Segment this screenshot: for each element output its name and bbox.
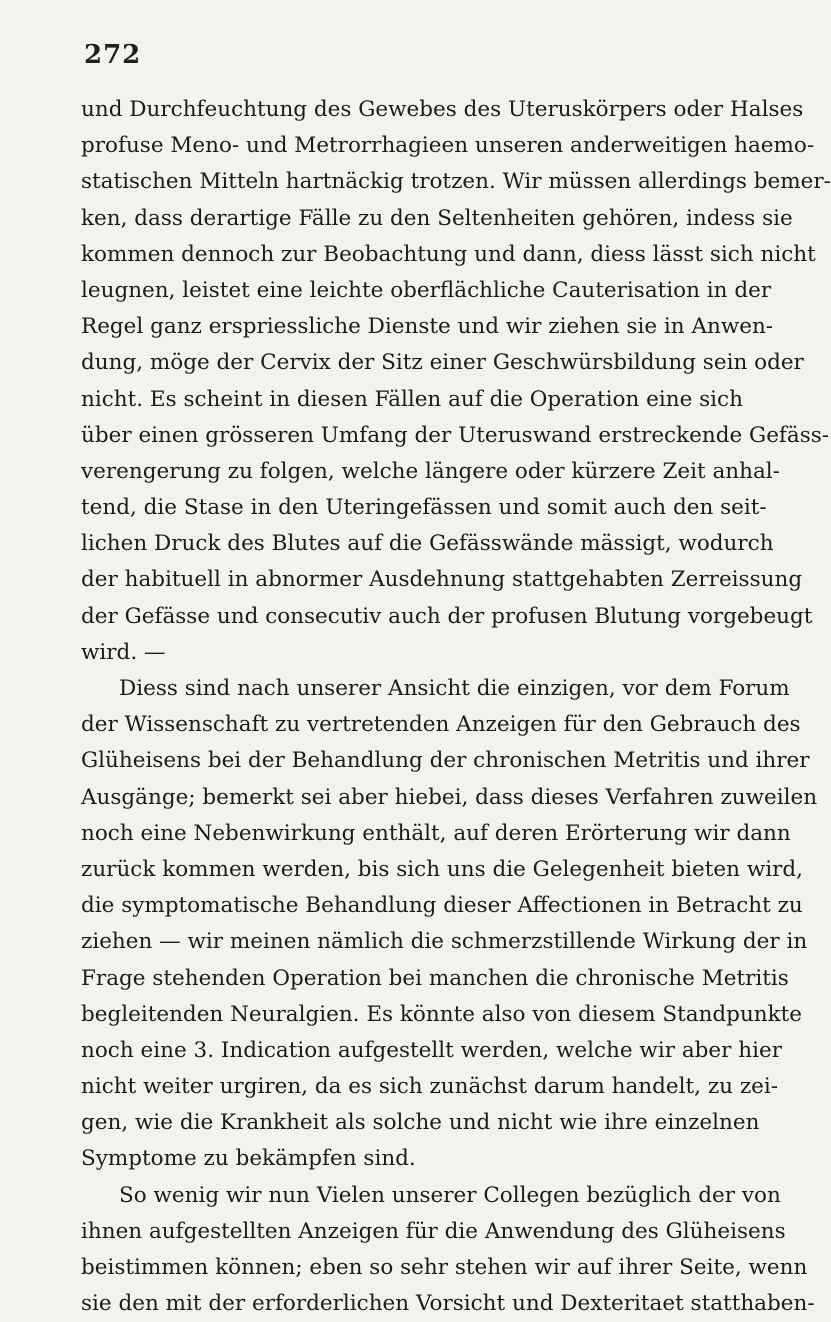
page-number: 272 bbox=[84, 40, 142, 70]
paragraph bbox=[81, 92, 831, 671]
text-line: nicht weiter urgiren, da es sich zunächst darum handelt, zu zei- bbox=[81, 1074, 779, 1100]
text-line: Glüheisens bei der Behandlung der chronischen Metritis und ihrer bbox=[81, 748, 810, 774]
text-line: dung, möge der Cervix der Sitz einer Geschwürsbildung sein oder bbox=[81, 350, 804, 376]
text-line: der Wissenschaft zu vertretenden Anzeigen für den Gebrauch des bbox=[81, 712, 801, 738]
text-line: die symptomatische Behandlung dieser Affectionen in Betracht zu bbox=[81, 893, 803, 919]
text-line: kommen dennoch zur Beobachtung und dann, diess lässt sich nicht bbox=[81, 241, 816, 267]
text-line: leugnen, leistet eine leichte oberflächliche Cauterisation in der bbox=[81, 277, 772, 303]
text-line: der Gefässe und consecutiv auch der profusen Blutung vorgebeugt bbox=[81, 603, 813, 629]
paragraph bbox=[81, 671, 818, 1178]
text-line: wird. — bbox=[81, 639, 166, 665]
paragraph bbox=[81, 1178, 815, 1322]
text-line: Frage stehenden Operation bei manchen die chronische Metritis bbox=[81, 965, 789, 991]
text-line: ken, dass derartige Fälle zu den Seltenheiten gehören, indess sie bbox=[81, 205, 793, 231]
text-line: nicht. Es scheint in diesen Fällen auf die Operation eine sich bbox=[81, 386, 743, 412]
text-line: Symptome zu bekämpfen sind. bbox=[81, 1146, 416, 1172]
text-line: noch eine 3. Indication aufgestellt werden, welche wir aber hier bbox=[81, 1037, 782, 1063]
text-line: über einen grösseren Umfang der Uteruswand erstreckende Gefäss- bbox=[81, 422, 830, 448]
text-line: Diess sind nach unserer Ansicht die einzigen, vor dem Forum bbox=[119, 676, 790, 701]
text-line: ihnen aufgestellten Anzeigen für die Anwendung des Glüheisens bbox=[81, 1218, 786, 1244]
text-line: tend, die Stase in den Uteringefässen und somit auch den seit- bbox=[81, 495, 767, 521]
text-line: So wenig wir nun Vielen unserer Collegen bezüglich der von bbox=[119, 1182, 781, 1208]
text-line: begleitenden Neuralgien. Es könnte also von diesem Standpunkte bbox=[81, 1001, 803, 1027]
text-line: Regel ganz erspriessliche Dienste und wir ziehen sie in Anwen- bbox=[81, 314, 774, 340]
body-text bbox=[81, 92, 831, 1322]
text-line: und Durchfeuchtung des Gewebes des Uteruskörpers oder Halses bbox=[81, 97, 804, 122]
text-line: beistimmen können; eben so sehr stehen wir auf ihrer Seite, wenn bbox=[81, 1255, 808, 1280]
text-line: der habituell in abnormer Ausdehnung stattgehabten Zerreissung bbox=[81, 567, 803, 593]
text-line: sie den mit der erforderlichen Vorsicht und Dexteritaet statthaben- bbox=[81, 1291, 815, 1317]
text-line: profuse Meno- und Metrorrhagieen unseren anderweitigen haemo- bbox=[81, 133, 815, 159]
text-line: Ausgänge; bemerkt sei aber hiebei, dass dieses Verfahren zuweilen bbox=[81, 784, 818, 810]
text-line: noch eine Nebenwirkung enthält, auf deren Erörterung wir dann bbox=[81, 820, 791, 846]
text-line: lichen Druck des Blutes auf die Gefässwände mässigt, wodurch bbox=[81, 531, 774, 557]
text-line: zurück kommen werden, bis sich uns die Gelegenheit bieten wird, bbox=[81, 856, 803, 882]
text-line: gen, wie die Krankheit als solche und nicht wie ihre einzelnen bbox=[81, 1110, 760, 1136]
text-line: statischen Mitteln hartnäckig trotzen. Wir müssen allerdings bemer- bbox=[81, 169, 831, 195]
text-line: ziehen — wir meinen nämlich die schmerzstillende Wirkung der in bbox=[81, 929, 808, 955]
text-line: verengerung zu folgen, welche längere oder kürzere Zeit anhal- bbox=[81, 458, 780, 484]
